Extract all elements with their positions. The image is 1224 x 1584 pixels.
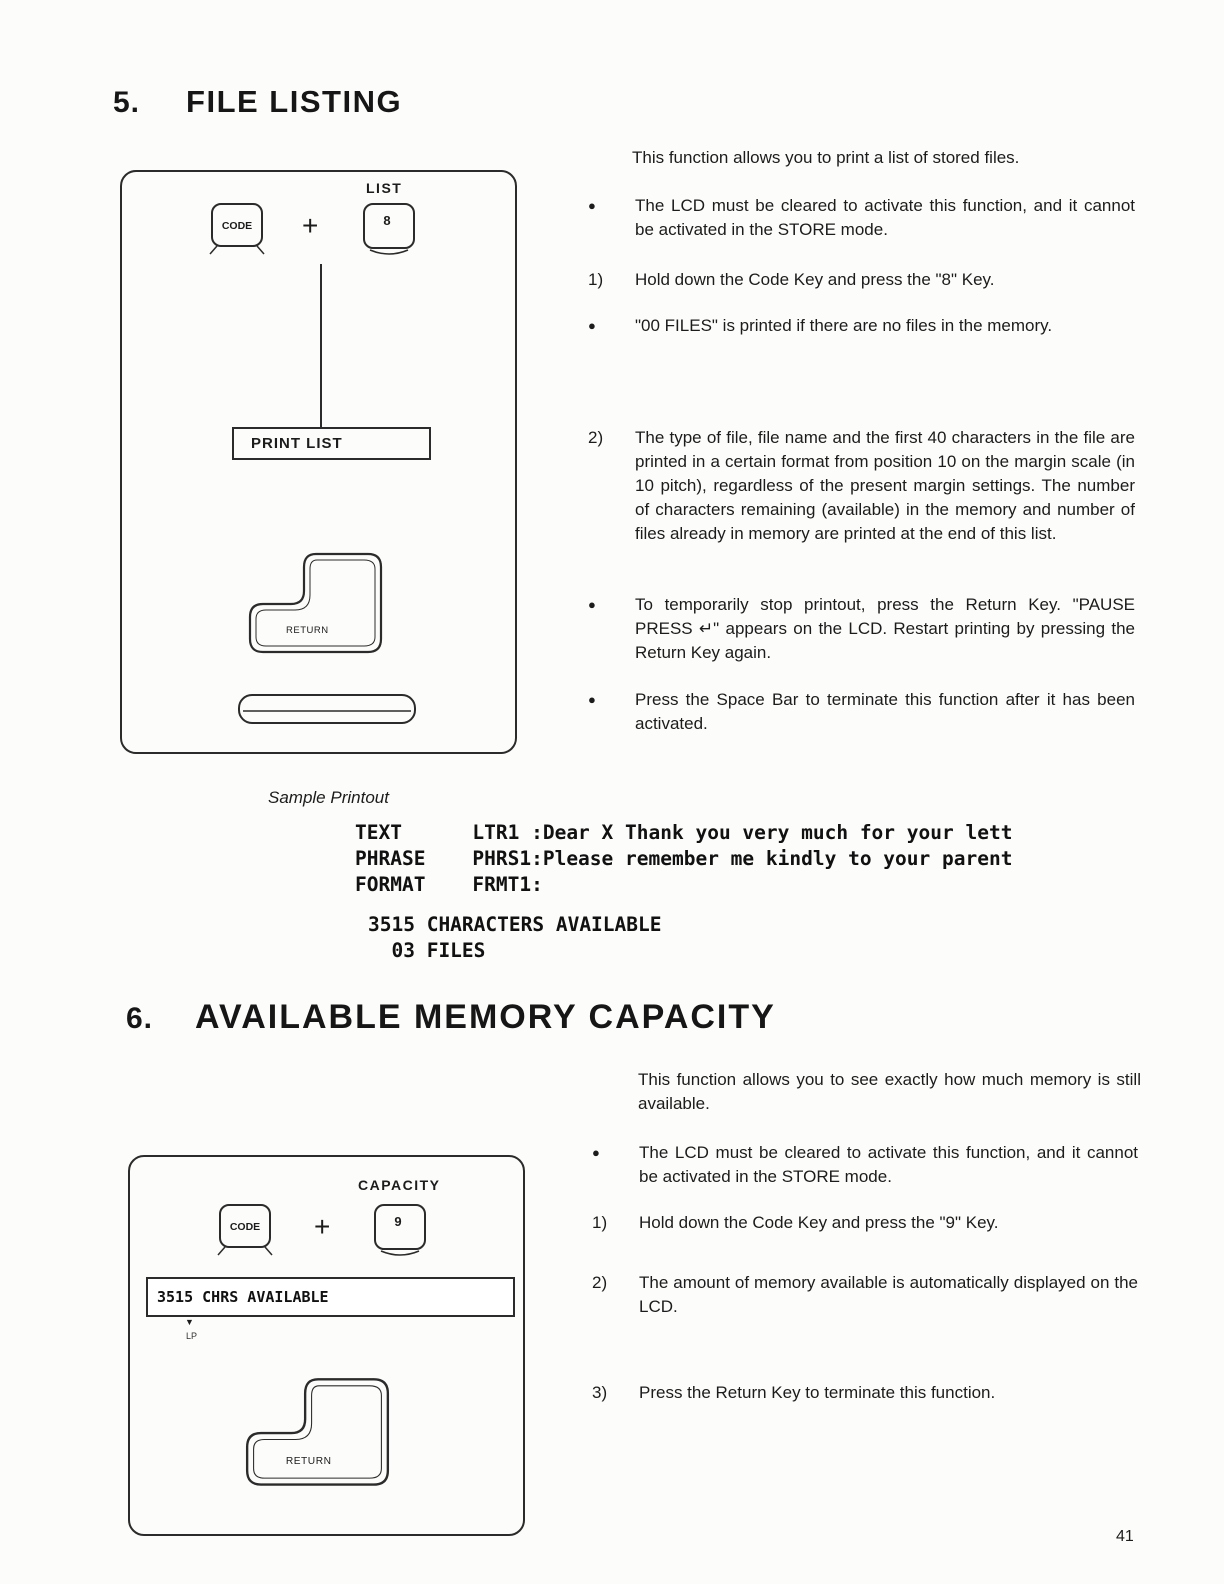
digit-9-key-label: 9 — [394, 1214, 402, 1229]
section-6-title: AVAILABLE MEMORY CAPACITY — [195, 998, 776, 1036]
capacity-function-label: CAPACITY — [358, 1177, 441, 1193]
code-key-label: CODE — [229, 1221, 261, 1233]
bullet-marker: ● — [592, 1145, 600, 1160]
step-number: 2) — [588, 428, 604, 447]
sample-printout-caption: Sample Printout — [268, 788, 389, 807]
item-text: The LCD must be cleared to activate this function, and it cannot be activated in the STORE mode. — [635, 196, 1135, 239]
digit-8-key-label: 8 — [383, 213, 391, 228]
return-key-label: RETURN — [285, 1456, 332, 1468]
lcd-cursor-icon: ▼ — [185, 1317, 194, 1327]
lcd-cursor-label: LP — [186, 1331, 198, 1341]
bullet-marker: ● — [588, 597, 596, 612]
printout-line: PHRASE PHRS1:Please remember me kindly to your parent — [355, 847, 1013, 870]
section-5-heading — [113, 84, 402, 120]
printout-summary-line: 3515 CHARACTERS AVAILABLE — [368, 913, 662, 936]
file-listing-diagram — [120, 170, 517, 754]
code-key-icon — [205, 202, 269, 256]
connector-line — [320, 264, 322, 427]
bullet-marker: ● — [588, 692, 596, 707]
printout-summary-line: 03 FILES — [368, 939, 486, 962]
lcd-display — [146, 1277, 515, 1317]
code-key-icon — [213, 1203, 277, 1257]
printout-line: FORMAT FRMT1: — [355, 873, 543, 896]
list-item — [588, 593, 1135, 665]
bullet-marker: ● — [588, 318, 596, 333]
digit-9-key-icon — [368, 1203, 432, 1261]
list-item — [592, 1211, 1138, 1235]
return-key-icon — [248, 552, 383, 655]
plus-sign: + — [302, 210, 319, 241]
list-function-label: LIST — [366, 180, 403, 196]
list-item — [588, 314, 1135, 338]
step-number: 3) — [592, 1383, 608, 1402]
digit-8-key-icon — [357, 202, 421, 260]
lcd-text: 3515 CHRS AVAILABLE — [157, 1288, 329, 1306]
list-item — [588, 426, 1135, 546]
section-6-heading — [126, 998, 776, 1037]
code-key-label: CODE — [221, 220, 253, 232]
list-item — [592, 1271, 1138, 1319]
page-number: 41 — [1116, 1528, 1134, 1545]
item-text: "00 FILES" is printed if there are no files in the memory. — [635, 316, 1053, 335]
step-number: 1) — [588, 270, 604, 289]
item-text: The LCD must be cleared to activate this function, and it cannot be activated in the STORE mode. — [639, 1143, 1138, 1186]
section-5-number: 5. — [113, 86, 141, 119]
return-key-icon — [245, 1377, 390, 1488]
list-item — [592, 1381, 1138, 1405]
space-bar-icon — [237, 690, 417, 728]
item-text: Hold down the Code Key and press the "8" Key. — [635, 270, 995, 289]
plus-sign: + — [314, 1211, 331, 1242]
file-listing-intro: This function allows you to print a list of stored files. — [632, 148, 1020, 167]
section-6-number: 6. — [126, 1002, 154, 1035]
printout-line: TEXT LTR1 :Dear X Thank you very much for your lett — [355, 821, 1013, 844]
item-text: The type of file, file name and the first 40 characters in the file are printed in a certain format from position 10 on the margin scale (in 10 pitch), regardless of the present margin settings. The number of characters remaining (available) in the memory and number of files already in memory are printed at the end of this list. — [635, 428, 1135, 543]
memory-capacity-intro: This function allows you to see exactly how much memory is still available. — [638, 1070, 1141, 1113]
print-list-box — [232, 427, 431, 460]
item-text: Hold down the Code Key and press the "9" Key. — [639, 1213, 999, 1232]
list-item — [588, 194, 1135, 242]
bullet-marker: ● — [588, 198, 596, 213]
return-key-label: RETURN — [286, 625, 329, 636]
memory-capacity-diagram — [128, 1155, 525, 1536]
list-item — [588, 688, 1135, 736]
step-number: 1) — [592, 1213, 608, 1232]
print-list-label: PRINT LIST — [251, 435, 343, 452]
item-text: The amount of memory available is automatically displayed on the LCD. — [639, 1273, 1138, 1316]
item-text: Press the Return Key to terminate this function. — [639, 1383, 996, 1402]
item-text: To temporarily stop printout, press the Return Key. "PAUSE PRESS ↵" appears on the LCD. Restart printing by pressing the Return Key again. — [635, 595, 1135, 662]
item-text: Press the Space Bar to terminate this function after it has been activated. — [635, 690, 1135, 733]
list-item — [592, 1141, 1138, 1189]
list-item — [588, 268, 1135, 292]
step-number: 2) — [592, 1273, 608, 1292]
section-5-title: FILE LISTING — [186, 84, 403, 119]
